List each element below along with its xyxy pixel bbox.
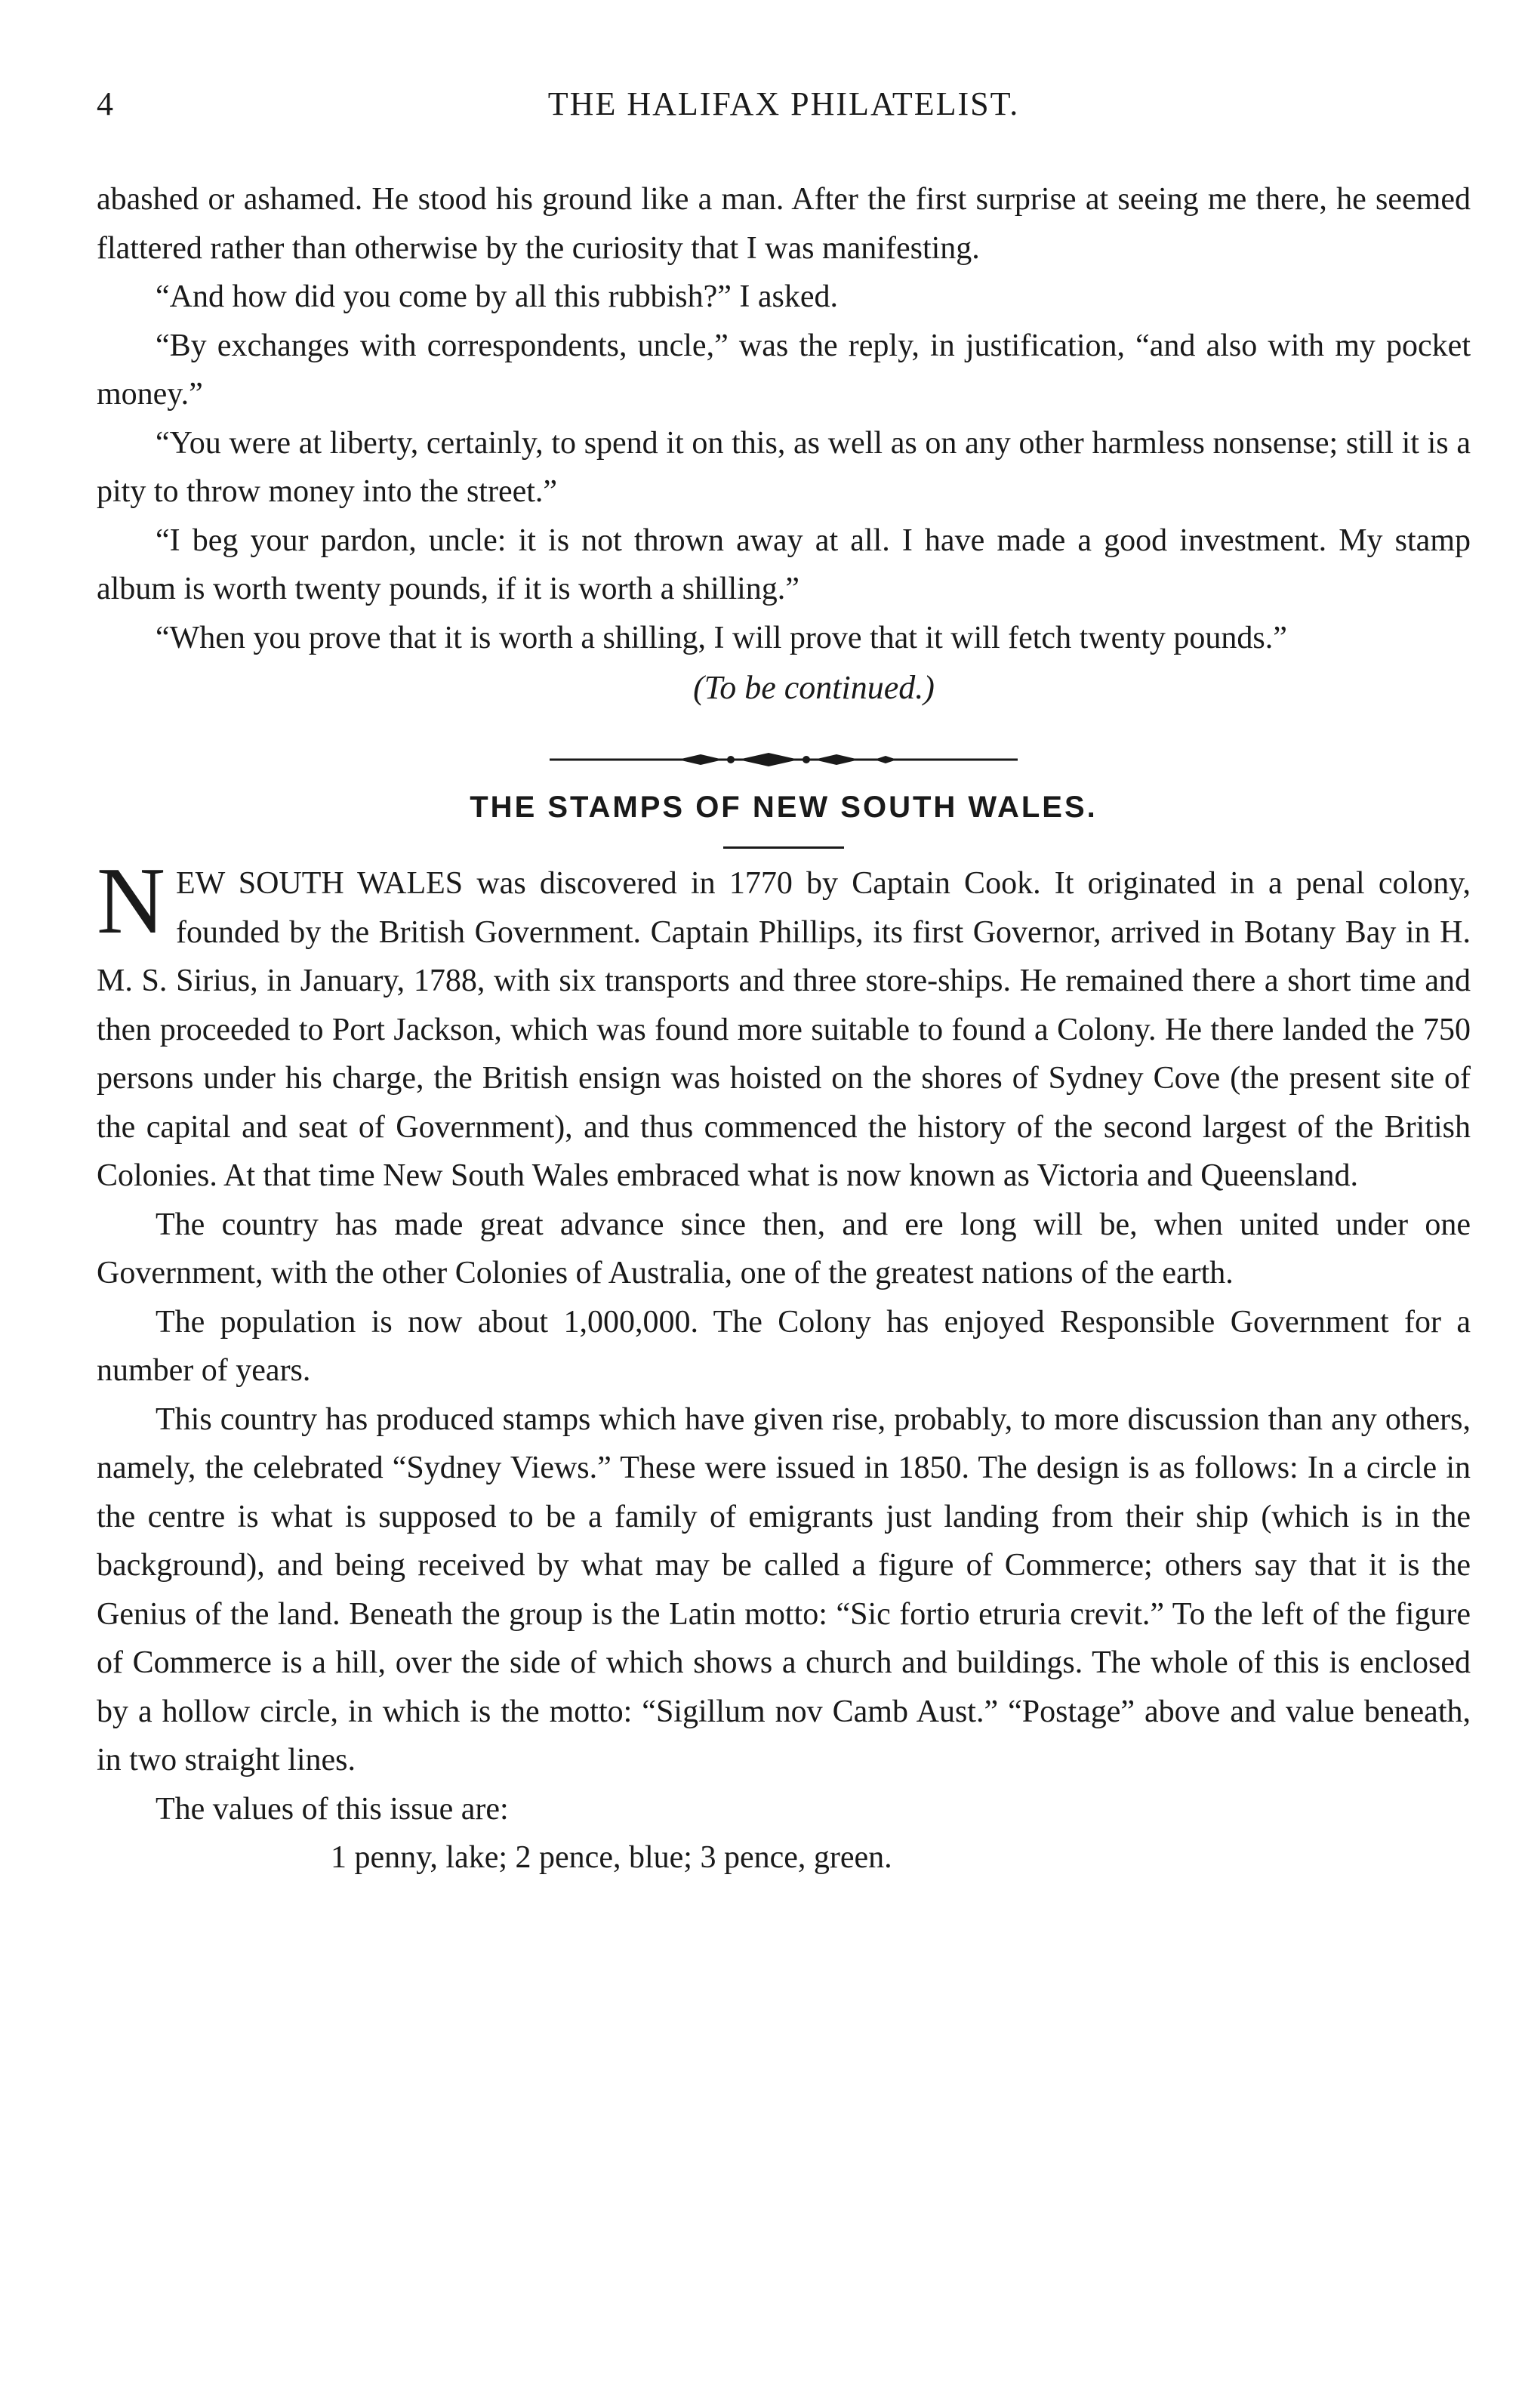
article-paragraph-4: This country has produced stamps which have given rise, probably, to more discussion than any others, namely, the celebrated “Sydney Views.” These were issued in 1850. The design is as follows: In a circle in the centre is what is supposed to be a family of emigrants just landing from their ship (which is in the background), and being received by what may be called a figure of Commerce; others say that it is the Genius of the land. Beneath the group is the Latin motto: “Sic fortio etruria crevit.” To the left of the figure of Commerce is a hill, over the side of which shows a church and buildings. The whole of this is enclosed by a hollow circle, in which is the motto: “Sigillum nov Camb Aust.” “Postage” above and value beneath, in two straight lines. — [97, 1401, 1471, 1777]
story-paragraph-3: “By exchanges with correspondents, uncle,” was the reply, in justification, “and also with my pocket money.” — [97, 328, 1471, 412]
drop-cap: N — [97, 849, 165, 954]
values-line: 1 penny, lake; 2 pence, blue; 3 pence, green. — [331, 1840, 892, 1875]
page-header — [97, 85, 1471, 137]
story-paragraph-6: “When you prove that it is worth a shilling, I will prove that it will fetch twenty pounds.” — [156, 620, 1287, 655]
page-body — [97, 175, 1471, 1882]
article-first-paragraph — [97, 849, 1471, 1201]
title-rule — [723, 846, 844, 849]
article-paragraph-5: The values of this issue are: — [156, 1791, 509, 1827]
story-paragraph-1: abashed or ashamed. He stood his ground like a man. After the first surprise at seeing me there, he seemed flattered rather than otherwise by the curiosity that I was manifesting. — [97, 182, 1471, 266]
page-number: 4 — [97, 85, 115, 122]
running-title: THE HALIFAX PHILATELIST. — [547, 85, 1020, 122]
article-paragraph-3: The population is now about 1,000,000. The Colony has enjoyed Responsible Government for a number of years. — [97, 1304, 1471, 1388]
article-title: THE STAMPS OF NEW SOUTH WALES. — [470, 791, 1098, 824]
to-be-continued: (To be continued.) — [693, 669, 935, 706]
ornament-divider-icon — [550, 748, 1018, 771]
story-paragraph-5: “I beg your pardon, uncle: it is not thrown away at all. I have made a good investment. My stamp album is worth twenty pounds, if it is worth a shilling.” — [97, 523, 1471, 606]
article-paragraph-2: The country has made great advance since then, and ere long will be, when united under one Government, with the other Colonies of Australia, one of the greatest nations of the earth. — [97, 1207, 1471, 1290]
first-paragraph-text: EW SOUTH WALES was discovered in 1770 by Captain Cook. It originated in a penal colony, founded by the British Government. Captain Phillips, its first Governor, arrived in Botany Bay in H. M. S. Sirius, in January, 1788, with six transports and three store-ships. He remained there a short time and then proceeded to Port Jackson, which was found more suitable to found a Colony. He there landed the 750 persons under his charge, the British ensign was hoisted on the shores of Sydney Cove (the present site of the capital and seat of Government), and thus commenced the history of the second largest of the British Colonies. At that time New South Wales embraced what is now known as Victoria and Queensland. — [97, 866, 1471, 1193]
story-paragraph-4: “You were at liberty, certainly, to spend it on this, as well as on any other harmless nonsense; still it is a pity to throw money into the street.” — [97, 425, 1471, 509]
story-paragraph-2: “And how did you come by all this rubbish?” I asked. — [156, 279, 838, 314]
